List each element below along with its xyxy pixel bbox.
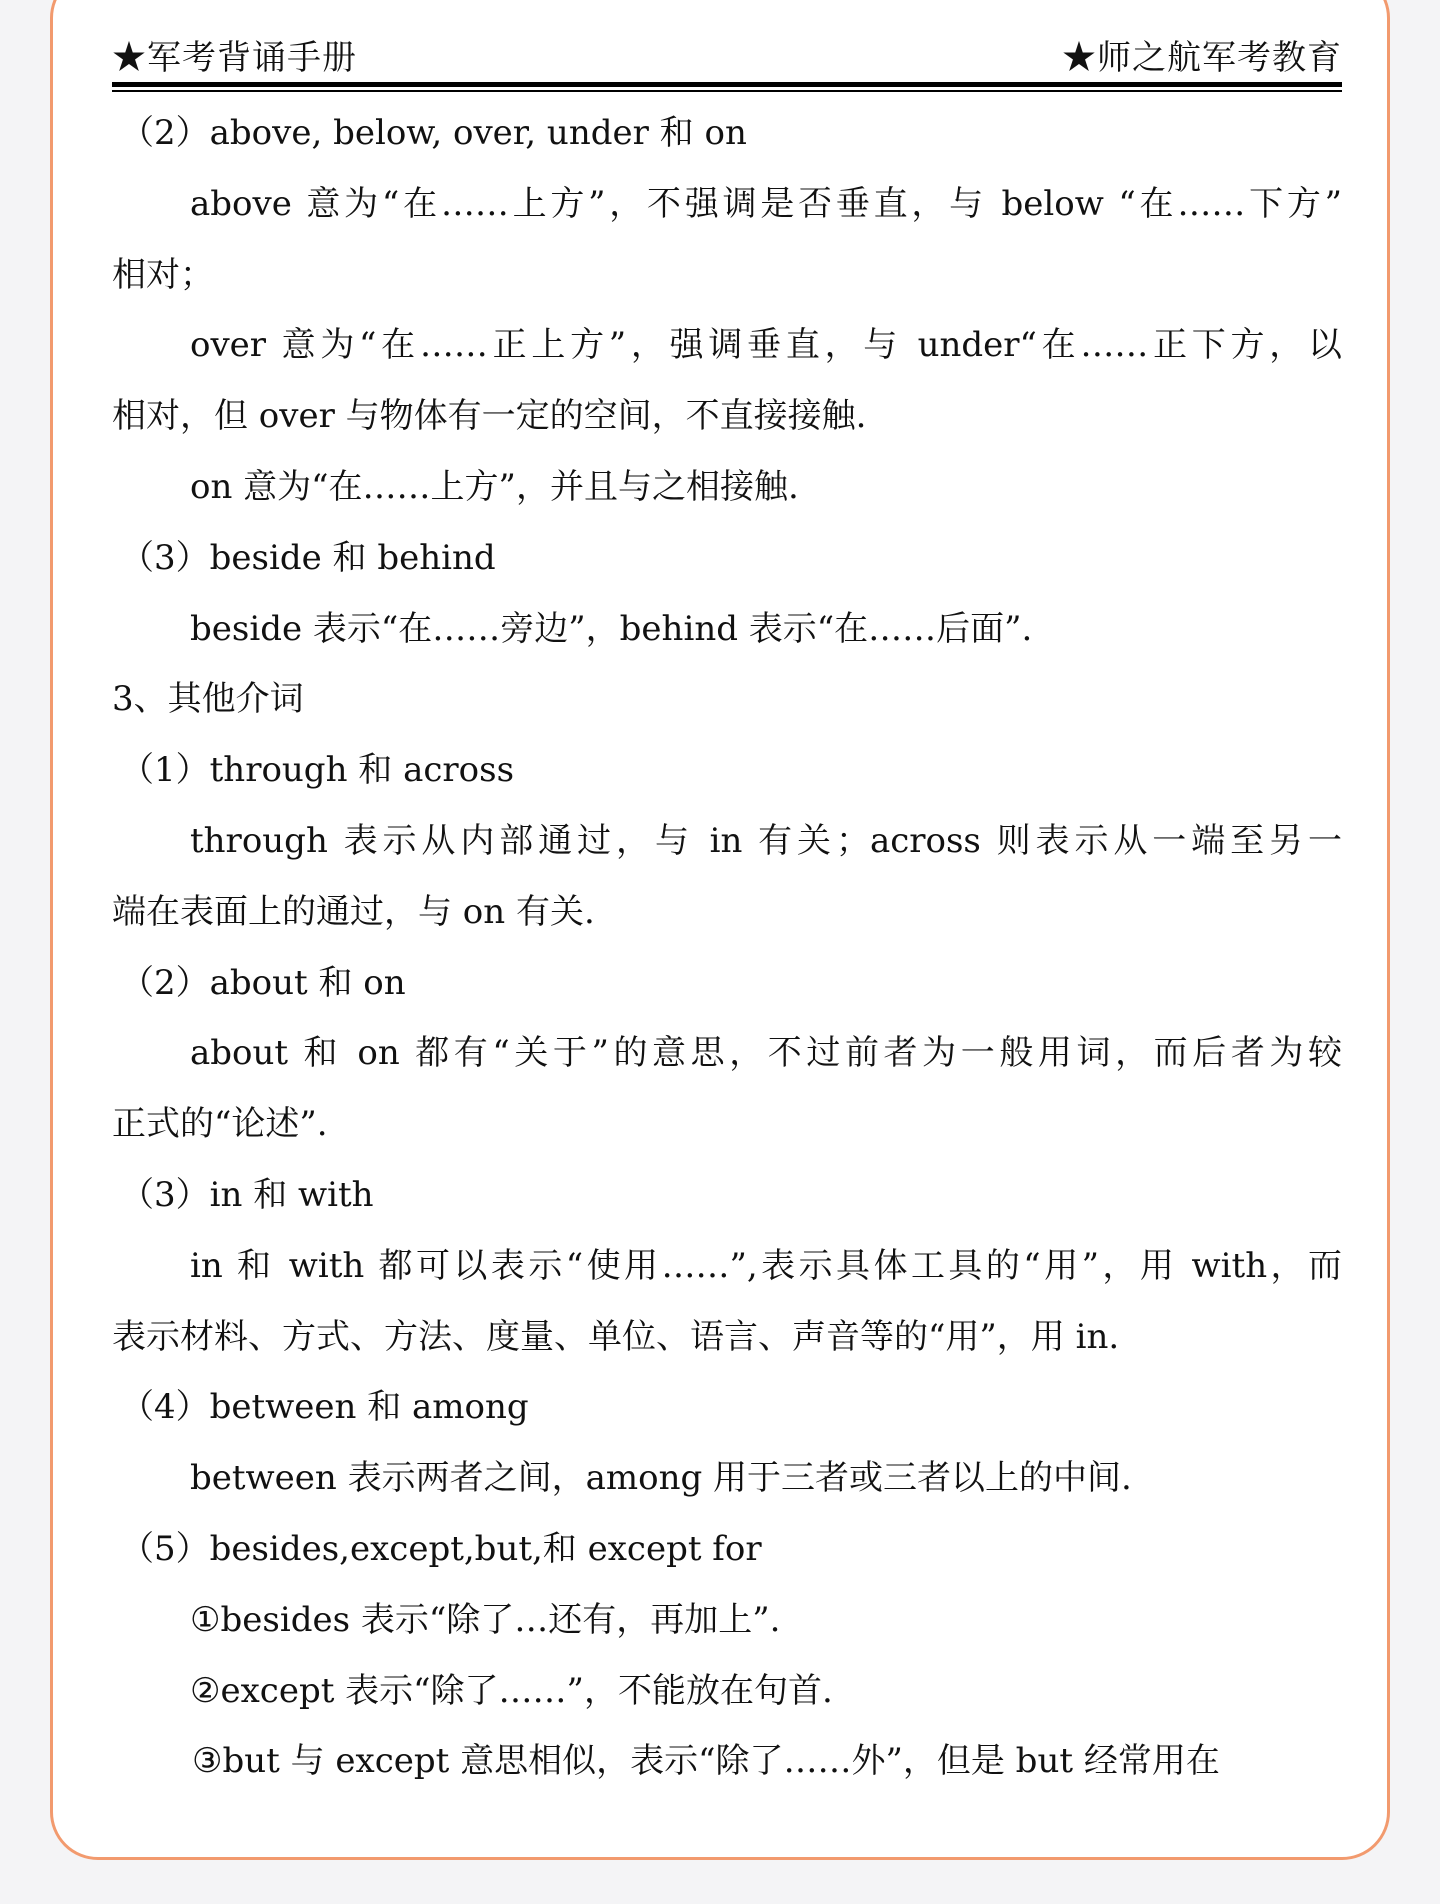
paragraph-line: about 和 on 都有“关于”的意思，不过前者为一般用词，而后者为较 — [190, 1033, 1342, 1074]
header-right-title: ★师之航军考教育 — [1062, 38, 1342, 78]
subheading-line: （3）in 和 with — [120, 1174, 374, 1215]
document-body — [112, 98, 1342, 1797]
list-item: ②except 表示“除了……”，不能放在句首. — [190, 1670, 833, 1711]
paragraph-line: over 意为“在……正上方”，强调垂直，与 under“在……正下方，以 — [190, 325, 1342, 366]
paragraph-line: 表示材料、方式、方法、度量、单位、语言、声音等的“用”，用 in. — [112, 1316, 1120, 1357]
header-rule-thin — [112, 90, 1342, 92]
header-rule-thick — [112, 82, 1342, 87]
list-item: ③but 与 except 意思相似，表示“除了……外”，但是 but 经常用在 — [192, 1741, 1220, 1782]
paragraph-line: 端在表面上的通过，与 on 有关. — [112, 891, 595, 932]
page-header — [112, 30, 1342, 79]
subheading-line: （2）above, below, over, under 和 on — [120, 113, 747, 153]
header-left-title: ★军考背诵手册 — [112, 38, 357, 78]
subheading-line: （4）between 和 among — [120, 1387, 529, 1428]
subheading-line: （1）through 和 across — [120, 750, 515, 791]
paragraph-line: on 意为“在……上方”，并且与之相接触. — [190, 466, 799, 507]
paragraph-line: 相对； — [112, 254, 214, 295]
paragraph-line: 正式的“论述”. — [112, 1104, 328, 1145]
paragraph-line: through 表示从内部通过，与 in 有关；across 则表示从一端至另一 — [190, 820, 1342, 861]
paragraph-line: above 意为“在……上方”，不强调是否垂直，与 below “在……下方” — [190, 183, 1342, 224]
paragraph-line: beside 表示“在……旁边”，behind 表示“在……后面”. — [190, 608, 1033, 649]
paragraph-line: 相对，但 over 与物体有一定的空间，不直接接触. — [112, 396, 867, 437]
paragraph-line: in 和 with 都可以表示“使用……”,表示具体工具的“用”，用 with，而 — [190, 1245, 1342, 1286]
list-item: ①besides 表示“除了…还有，再加上”. — [190, 1599, 781, 1640]
paragraph-line: between 表示两者之间，among 用于三者或三者以上的中间. — [190, 1458, 1132, 1499]
section-heading: 3、其他介词 — [112, 679, 304, 720]
subheading-line: （3）beside 和 behind — [120, 537, 496, 578]
subheading-line: （2）about 和 on — [120, 962, 406, 1003]
subheading-line: （5）besides,except,but,和 except for — [120, 1528, 762, 1569]
